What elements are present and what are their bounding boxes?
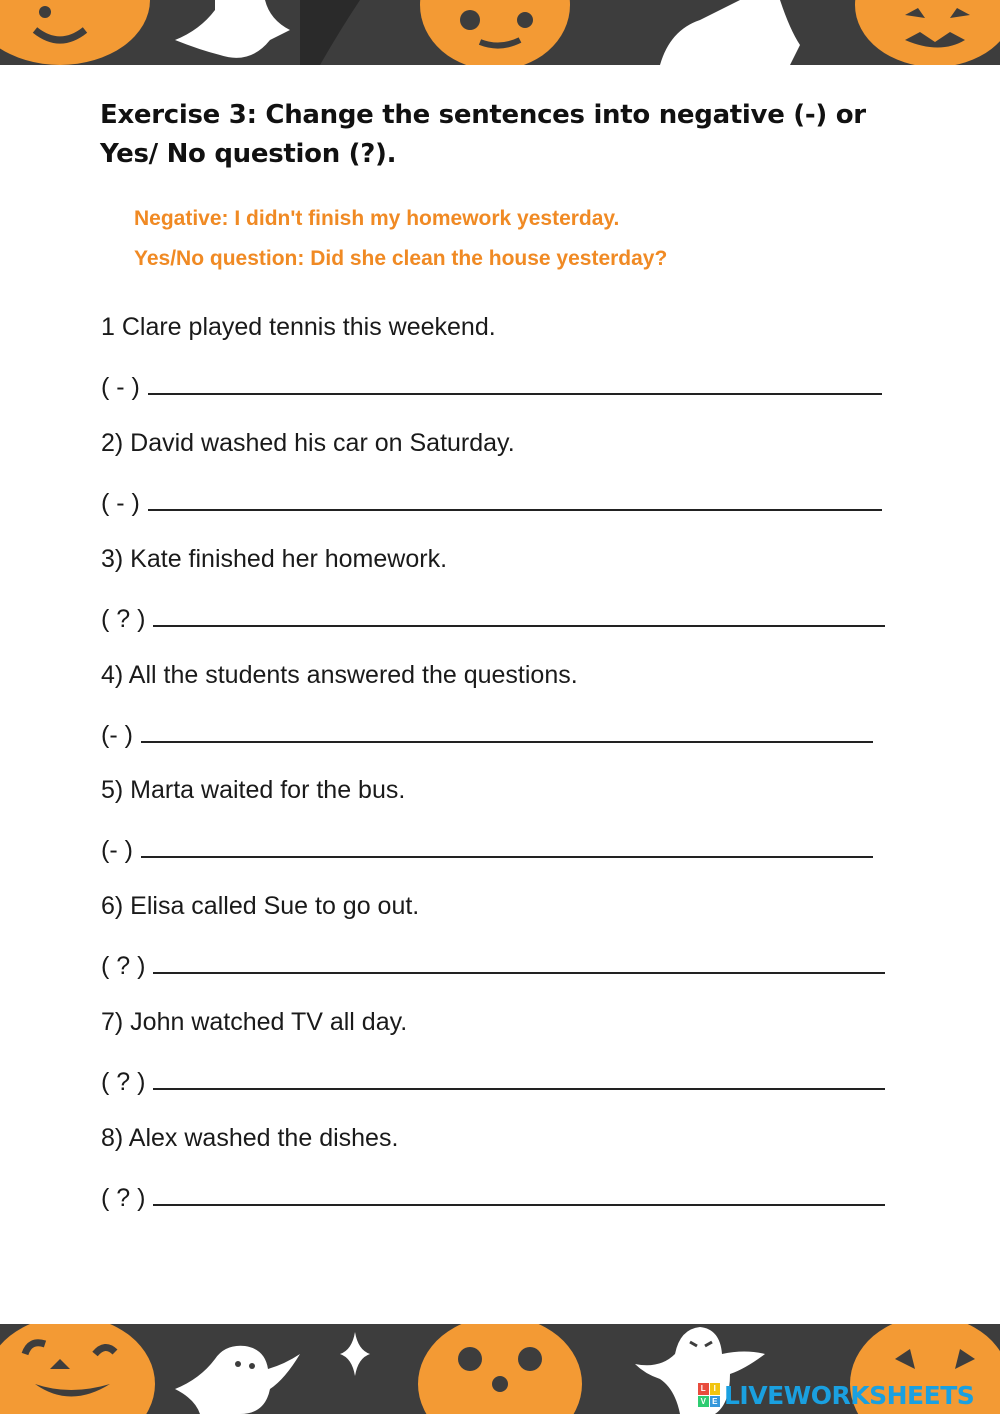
item-prompt: 5) Marta waited for the bus. (101, 776, 406, 804)
item-answer-row (101, 1066, 885, 1097)
item-answer-row (101, 719, 873, 750)
liveworksheets-logo (698, 1380, 974, 1410)
answer-line[interactable] (148, 371, 882, 395)
answer-line[interactable] (153, 1182, 885, 1206)
item-answer-row (101, 603, 885, 634)
answer-marker: ( - ) (101, 373, 140, 401)
answer-marker: (- ) (101, 721, 133, 749)
pumpkin-icon (0, 1324, 155, 1414)
item-prompt: 1 Clare played tennis this weekend. (101, 313, 496, 341)
exercise-title: Exercise 3: Change the sentences into negative (-) or Yes/ No question (?). (100, 100, 866, 169)
answer-line[interactable] (141, 719, 873, 743)
answer-marker: ( - ) (101, 489, 140, 517)
item-answer-row (101, 950, 885, 981)
logo-text: LIVEWORKSHEETS (724, 1380, 975, 1410)
answer-line[interactable] (153, 1066, 885, 1090)
item-answer-row (101, 371, 882, 402)
item-answer-row (101, 487, 882, 518)
answer-marker: ( ? ) (101, 1068, 146, 1096)
item-answer-row (101, 834, 873, 865)
top-decorative-band (0, 0, 1000, 65)
example-negative: Negative: I didn't finish my homework yesterday. (134, 207, 620, 230)
item-prompt: 8) Alex washed the dishes. (101, 1124, 399, 1152)
item-prompt: 3) Kate finished her homework. (101, 545, 448, 573)
answer-line[interactable] (153, 603, 885, 627)
item-answer-row (101, 1182, 885, 1213)
item-prompt: 2) David washed his car on Saturday. (101, 429, 515, 457)
logo-mark-icon: L I V E (698, 1383, 720, 1407)
answer-marker: ( ? ) (101, 952, 146, 980)
item-prompt: 6) Elisa called Sue to go out. (101, 892, 420, 920)
answer-marker: ( ? ) (101, 605, 146, 633)
answer-marker: (- ) (101, 836, 133, 864)
item-prompt: 7) John watched TV all day. (101, 1008, 408, 1036)
example-question: Yes/No question: Did she clean the house yesterday? (134, 247, 668, 270)
answer-line[interactable] (141, 834, 873, 858)
answer-line[interactable] (153, 950, 885, 974)
answer-line[interactable] (148, 487, 882, 511)
item-prompt: 4) All the students answered the questions. (101, 661, 578, 689)
answer-marker: ( ? ) (101, 1184, 146, 1212)
pumpkin-icon (418, 1324, 582, 1414)
